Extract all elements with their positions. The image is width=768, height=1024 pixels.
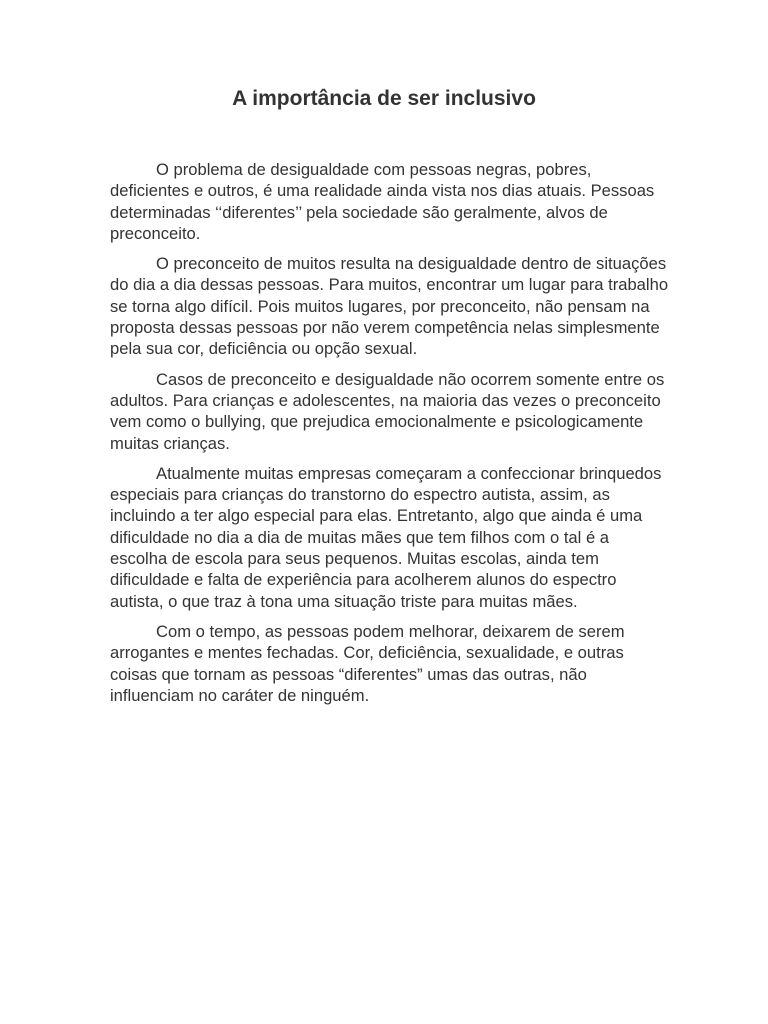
paragraph: Casos de preconceito e desigualdade não ocorrem somente entre os adultos. Para crianças e adolescentes, na maioria das vezes o preconceito vem como o bullying, que prejudica emocionalmente e psicologicamente muitas crianças. [110, 369, 665, 453]
paragraph: O preconceito de muitos resulta na desigualdade dentro de situações do dia a dia dessas pessoas. Para muitos, encontrar um lugar para trabalho se torna algo difícil. Pois muitos lugares, por preconceito, não pensam na proposta dessas pessoas por não verem competência nelas simplesmente pela sua cor, deficiência ou opção sexual. [110, 254, 669, 359]
paragraph: Com o tempo, as pessoas podem melhorar, deixarem de serem arrogantes e mentes fechadas. Cor, deficiência, sexualidade, e outras coisas que tornam as pessoas “diferentes” umas das outras, não influenciam no caráter de ninguém. [110, 621, 625, 705]
page-title: A importância de ser inclusivo [232, 87, 536, 110]
document-body [110, 159, 670, 715]
paragraph: Atualmente muitas empresas começaram a confeccionar brinquedos especiais para crianças do transtorno do espectro autista, assim, as incluindo a ter algo especial para elas. Entretanto, algo que ainda é uma dificuldade no dia a dia de muitas mães que tem filhos com o tal é a escolha de escola para seus pequenos. Muitas escolas, ainda tem dificuldade e falta de experiência para acolherem alunos do espectro autista, o que traz à tona uma situação triste para muitas mães. [110, 463, 662, 611]
paragraph: O problema de desigualdade com pessoas negras, pobres, deficientes e outros, é uma realidade ainda vista nos dias atuais. Pessoas determinadas ‘‘diferentes’’ pela sociedade são geralmente, alvos de preconceito. [110, 160, 655, 243]
